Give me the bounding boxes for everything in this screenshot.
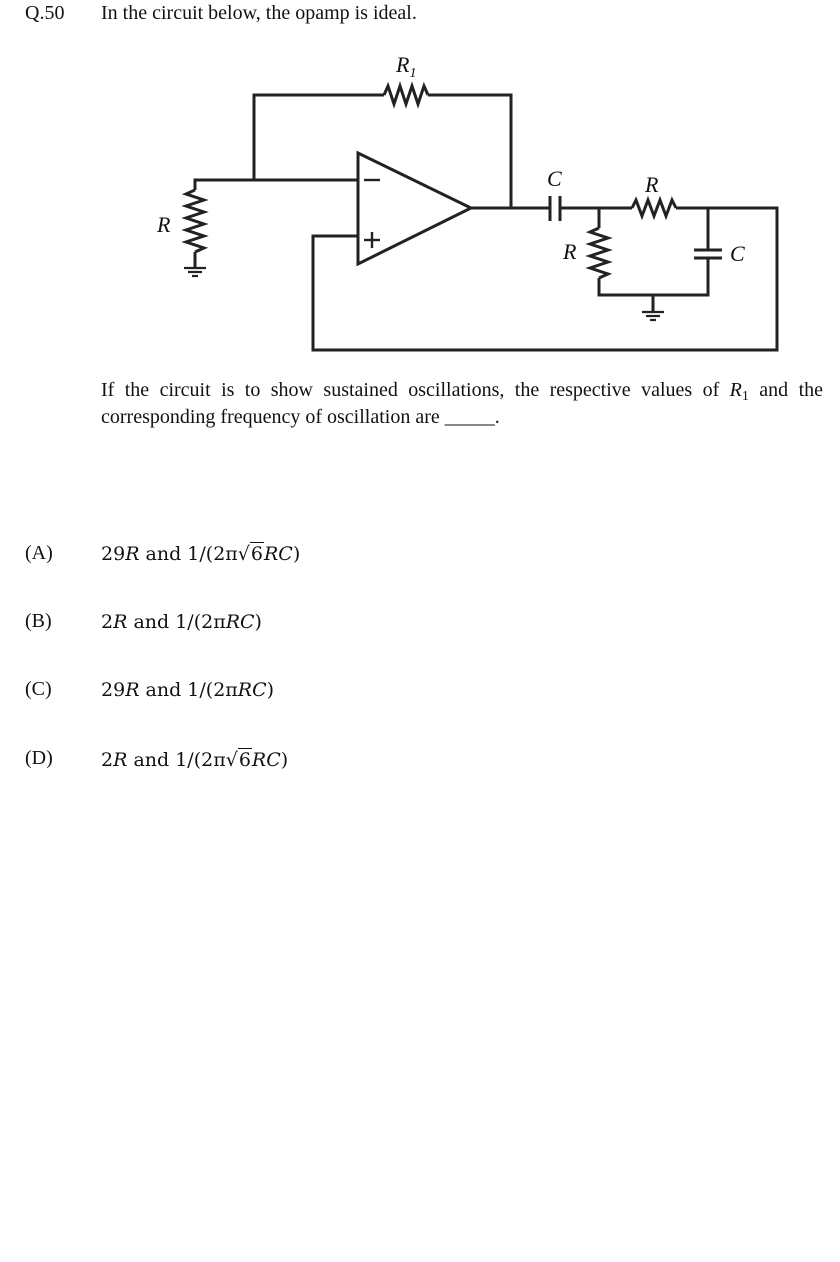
option-a-text[interactable]: 29R and 1/(2π√6RC) (101, 543, 301, 565)
r1-resistor (384, 86, 428, 104)
question-stem: In the circuit below, the opamp is ideal. (101, 2, 417, 24)
circuit-diagram (0, 0, 840, 370)
ground-icon (184, 268, 206, 276)
option-a-label[interactable]: (A) (25, 542, 53, 564)
question-prompt: If the circuit is to show sustained oscillations, the respective values of $R_1$ and the corresponding frequency of oscillation are _____. (101, 379, 824, 428)
option-c-text[interactable]: 29R and 1/(2πRC) (101, 679, 275, 701)
option-b-text[interactable]: 2R and 1/(2πRC) (101, 611, 262, 633)
label-c-series: C (547, 166, 562, 191)
option-d-text[interactable]: 2R and 1/(2π√6RC) (101, 749, 289, 771)
label-r1: $R_1$ (396, 52, 417, 81)
inverting-input-wire (195, 180, 358, 190)
r-ground-resistor (186, 190, 204, 252)
sqrt-icon: √6 (225, 749, 251, 771)
series-resistor (632, 200, 676, 216)
sqrt-icon: √6 (237, 543, 263, 565)
ground-icon (642, 312, 664, 320)
label-r-series: R (645, 172, 659, 197)
opamp-triangle (358, 153, 471, 264)
feedback-wire-right (428, 95, 511, 208)
feedback-wire-left (254, 95, 384, 180)
label-r-ground: R (157, 212, 171, 237)
label-r-shunt: R (563, 239, 577, 264)
option-c-label[interactable]: (C) (25, 678, 52, 700)
option-b-label[interactable]: (B) (25, 610, 52, 632)
shunt-resistor (590, 228, 608, 278)
option-d-label[interactable]: (D) (25, 747, 53, 769)
question-number: Q.50 (25, 2, 65, 24)
label-c-shunt: C (730, 241, 745, 266)
